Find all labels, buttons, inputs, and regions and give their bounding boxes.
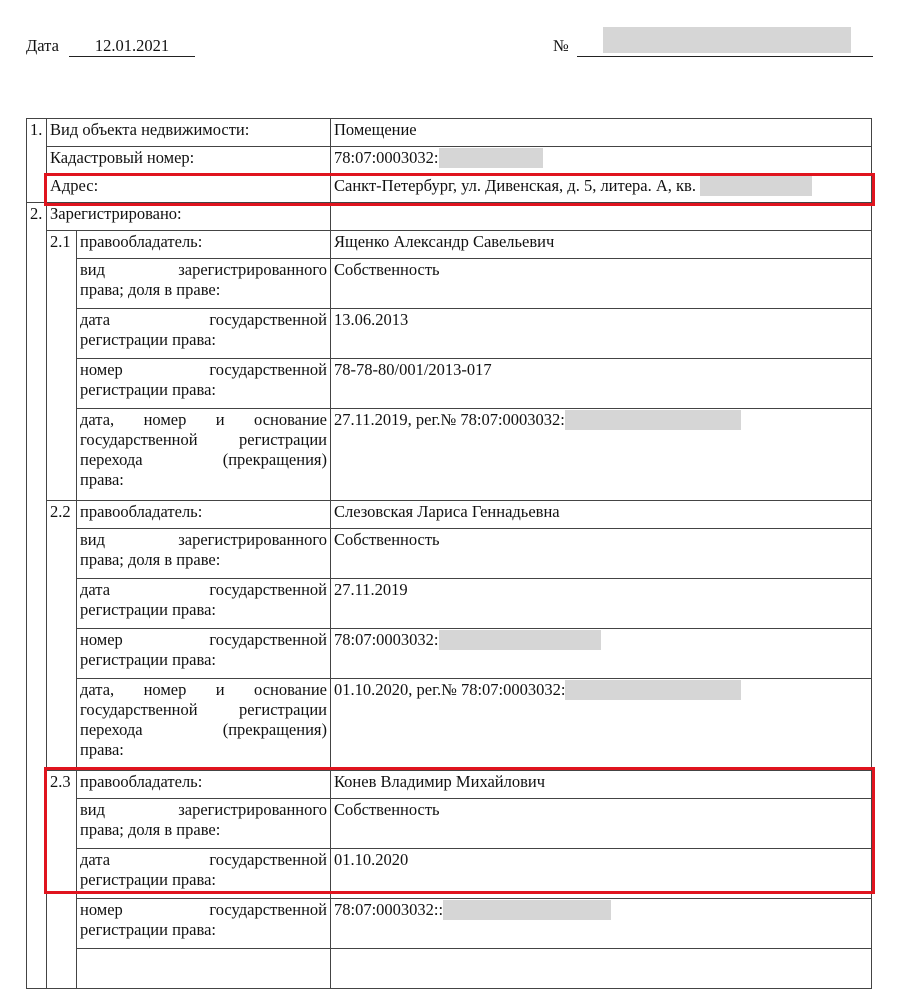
transfer-value: 27.11.2019, рег.№ 78:07:0003032: [334,410,565,429]
reg-num-label: номер государственной регистрации права: [77,359,331,409]
transfer-cell [331,409,872,501]
reg-num-label: номер государственной регистрации права: [77,899,331,949]
reg-date-label: дата государственной регистрации права: [77,849,331,899]
reg-date-label: дата государственной регистрации права: [77,579,331,629]
redaction [565,680,741,700]
right-label: вид зарегистрированного права; доля в праве: [77,799,331,849]
right-value: Собственность [331,799,872,849]
cadastral-cell [331,147,872,175]
address-value: Санкт-Петербург, ул. Дивенская, д. 5, литера. А, кв. [334,176,696,195]
right-label: вид зарегистрированного права; доля в праве: [77,529,331,579]
reg-date-value: 27.11.2019 [331,579,872,629]
reg-date-value: 01.10.2020 [331,849,872,899]
redaction [439,630,601,650]
right-value: Собственность [331,259,872,309]
number-redaction [603,27,851,53]
property-table [26,118,872,989]
owner-num: 2.3 [47,771,77,989]
right-label: вид зарегистрированного права; доля в праве: [77,259,331,309]
object-type-label: Вид объекта недвижимости: [47,119,331,147]
transfer-label: дата, номер и основание государственной регистрации перехода (прекращения) права: [77,409,331,501]
row-num-2: 2. [27,203,47,989]
owner-num: 2.2 [47,501,77,771]
cadastral-value: 78:07:0003032: [334,148,439,167]
reg-num-value: 78:07:0003032:: [334,900,444,919]
holder-label: правообладатель: [77,501,331,529]
reg-date-label: дата государственной регистрации права: [77,309,331,359]
redaction [443,900,611,920]
address-cell [331,175,872,203]
redaction [439,148,543,168]
reg-num-value: 78-78-80/001/2013-017 [331,359,872,409]
holder-value: Конев Владимир Михайлович [331,771,872,799]
row-num-1: 1. [27,119,47,203]
object-type-value: Помещение [331,119,872,147]
transfer-label: дата, номер и основание государственной регистрации перехода (прекращения) права: [77,679,331,771]
reg-num-value: 78:07:0003032: [334,630,439,649]
right-value: Собственность [331,529,872,579]
registered-label: Зарегистрировано: [47,203,331,231]
cadastral-label: Кадастровый номер: [47,147,331,175]
holder-label: правообладатель: [77,771,331,799]
date-line [26,36,195,57]
number-label: № [553,36,569,55]
reg-num-label: номер государственной регистрации права: [77,629,331,679]
transfer-cell [331,679,872,771]
holder-value: Ященко Александр Савельевич [331,231,872,259]
reg-num-cell [331,629,872,679]
holder-label: правообладатель: [77,231,331,259]
date-value: 12.01.2021 [69,36,195,57]
address-label: Адрес: [47,175,331,203]
redaction [565,410,741,430]
transfer-value: 01.10.2020, рег.№ 78:07:0003032: [334,680,566,699]
redaction [700,176,812,196]
reg-date-value: 13.06.2013 [331,309,872,359]
owner-num: 2.1 [47,231,77,501]
reg-num-cell [331,899,872,949]
holder-value: Слезовская Лариса Геннадьевна [331,501,872,529]
date-label: Дата [26,36,59,55]
